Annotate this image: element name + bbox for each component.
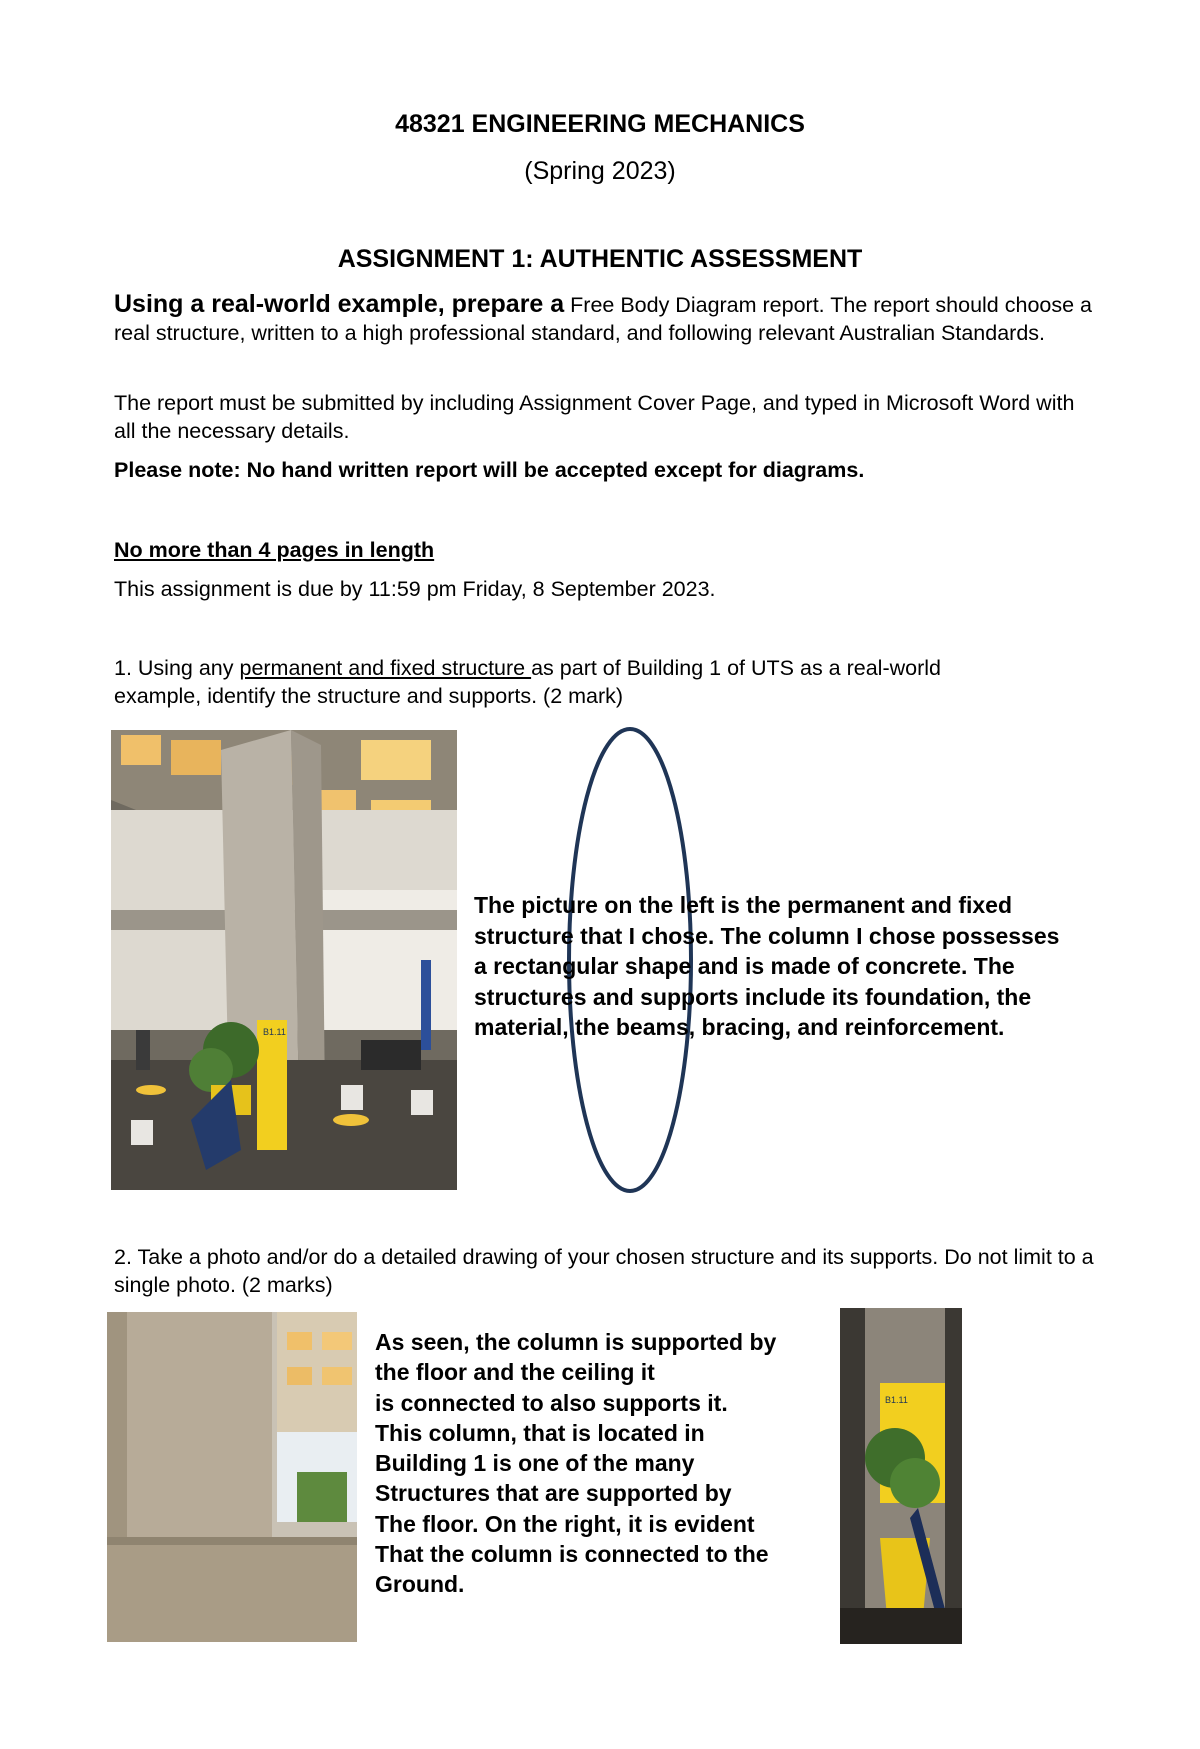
q2-answer-line: Ground. (375, 1571, 465, 1598)
intro-rest: Free Body Diagram report. The report should choose a real structure, written to a high professional standard, and following relevant Australian Standards. (114, 293, 1092, 345)
column-photo (111, 730, 457, 1190)
note-paragraph: Please note: No hand written report will be accepted except for diagrams. (114, 458, 865, 482)
course-title: 48321 ENGINEERING MECHANICS (395, 110, 805, 138)
q1-suffix: as part of Building 1 of UTS as a real-world example, identify the structure and supports. (2 mark) (114, 656, 941, 708)
q1-answer-line: structure that I chose. The column I chose possesses (474, 922, 1060, 949)
banner-sign-text: B1.11 (263, 1027, 286, 1037)
column-closeup-photo (107, 1312, 357, 1642)
q1-answer-line: The picture on the left is the permanent and fixed (474, 892, 1013, 918)
assignment-title: ASSIGNMENT 1: AUTHENTIC ASSESSMENT (337, 245, 863, 273)
q1-answer-line: a rectangular shape and is made of concrete. The (474, 953, 1015, 979)
length-requirement: No more than 4 pages in length (114, 538, 435, 562)
submission-paragraph: The report must be submitted by including Assignment Cover Page, and typed in Microsoft Word with all the necessary details. (114, 391, 1075, 443)
q2-answer-line: is connected to also supports it. (375, 1389, 728, 1416)
q2-answer-line: the floor and the ceiling it (375, 1359, 655, 1386)
q2-answer-line: The floor. On the right, it is evident (375, 1510, 755, 1537)
due-date: This assignment is due by 11:59 pm Friday, 8 September 2023. (114, 577, 716, 601)
q2-answer-line: Structures that are supported by (375, 1480, 732, 1507)
q2-answer-line: This column, that is located in (375, 1419, 705, 1446)
intro-lead: Using a real-world example, prepare a (114, 290, 565, 318)
q2-answer-line: That the column is connected to the (375, 1541, 769, 1568)
banner-sign-text-small: B1.11 (885, 1395, 908, 1405)
q1-underlined: permanent and fixed structure (239, 656, 532, 680)
q1-answer-line: structures and supports include its foundation, the (474, 983, 1032, 1010)
q2-answer-line: Building 1 is one of the many (375, 1450, 695, 1477)
q1-answer (474, 890, 1114, 1043)
q1-prefix: 1. Using any (114, 656, 240, 680)
question-1 (114, 654, 994, 710)
q2-answer-line: As seen, the column is supported by (375, 1329, 777, 1355)
course-term: (Spring 2023) (524, 157, 676, 185)
column-base-photo (840, 1308, 962, 1644)
question-2: 2. Take a photo and/or do a detailed drawing of your chosen structure and its supports. Do not limit to a single photo. (2 marks) (114, 1245, 1094, 1297)
q1-answer-line: material, the beams, bracing, and reinforcement. (474, 1014, 1005, 1040)
q2-answer (375, 1327, 815, 1600)
intro-paragraph (114, 290, 1094, 347)
